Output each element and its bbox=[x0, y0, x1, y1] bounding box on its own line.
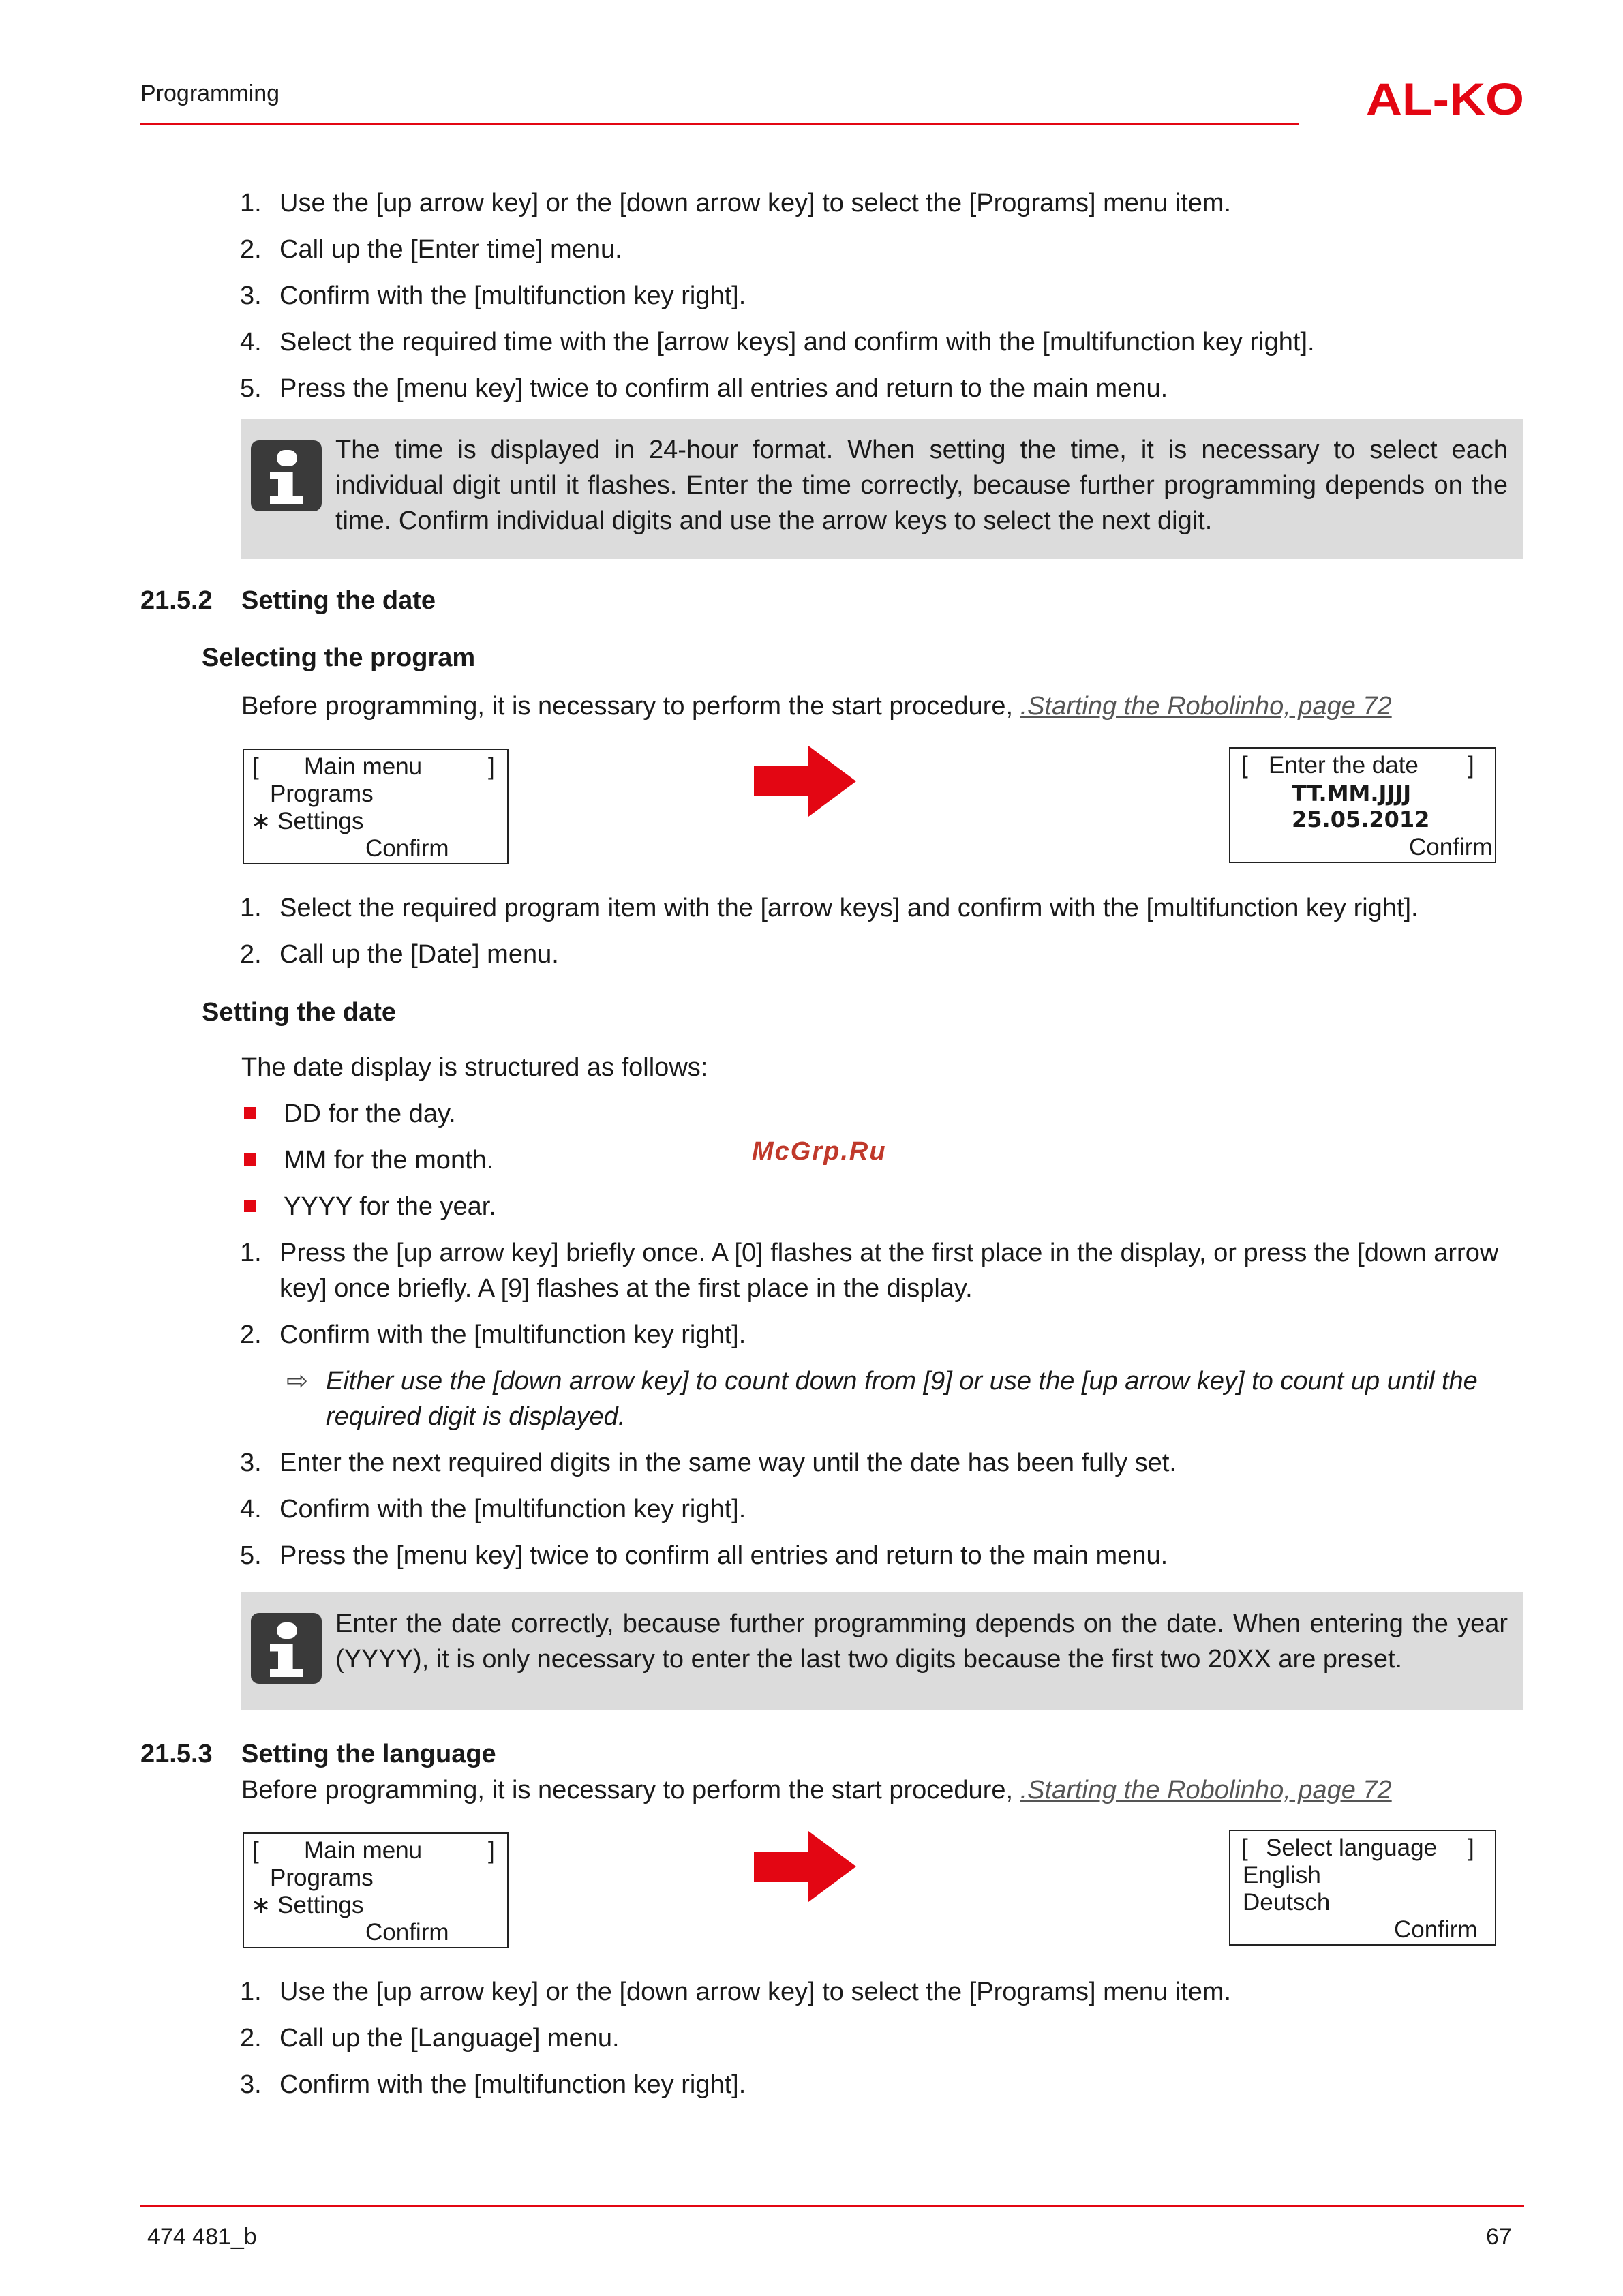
result-item: ⇨ Either use the [down arrow key] to count down from [9] or use the [up arrow key] to count up until the required digit is displayed. bbox=[286, 1363, 1528, 1434]
subheading-setting-date: Setting the date bbox=[202, 998, 397, 1027]
list-item: 1. Use the [up arrow key] or the [down arrow key] to select the [Programs] menu item. bbox=[240, 1978, 1232, 2006]
list-item: YYYY for the year. bbox=[244, 1189, 496, 1224]
before-programming-text: Before programming, it is necessary to perform the start procedure, .Starting the Robolinho, page 72 bbox=[241, 692, 1392, 721]
logo-text: AL-KO bbox=[1366, 76, 1524, 120]
cross-reference-link[interactable]: .Starting the Robolinho, page 72 bbox=[1020, 1776, 1392, 1804]
list-item: MM for the month. bbox=[244, 1143, 494, 1178]
list-item: 2. Call up the [Date] menu. bbox=[240, 940, 559, 969]
arrow-right-icon bbox=[754, 1831, 856, 1902]
list-item: 3. Confirm with the [multifunction key right]. bbox=[240, 282, 746, 310]
list-item: DD for the day. bbox=[244, 1096, 456, 1132]
display-main-menu: [ Main menu ] Programs ∗ Settings Confirm bbox=[243, 1832, 509, 1948]
header-rule bbox=[140, 123, 1299, 125]
display-select-language: [ Select language ] English Deutsch Confirm bbox=[1229, 1830, 1496, 1946]
watermark: McGrp.Ru bbox=[752, 1137, 887, 1166]
list-item: 1. Press the [up arrow key] briefly once. A [0] flashes at the first place in the display, or press the [down arrow key] once briefly. A [9] flashes at the first place in the display. bbox=[240, 1239, 1499, 1303]
list-item: 1. Select the required program item with the [arrow keys] and confirm with the [multifunction key right]. bbox=[240, 894, 1419, 922]
display-main-menu: [ Main menu ] Programs ∗ Settings Confirm bbox=[243, 749, 509, 864]
bullet-square-icon bbox=[244, 1200, 256, 1212]
structure-text: The date display is structured as follows: bbox=[241, 1053, 708, 1082]
note-text: Enter the date correctly, because further programming depends on the date. When entering the year (YYYY), it is only necessary to enter the last two digits because the first two 20XX are preset. bbox=[335, 1610, 1508, 1674]
info-note bbox=[241, 419, 1523, 559]
list-item: 3. Confirm with the [multifunction key right]. bbox=[240, 2070, 746, 2099]
list-item: 2. Call up the [Enter time] menu. bbox=[240, 235, 622, 264]
list-item: 5. Press the [menu key] twice to confirm all entries and return to the main menu. bbox=[240, 1541, 1168, 1570]
list-item: 4. Select the required time with the [arrow keys] and confirm with the [multifunction key right]. bbox=[240, 328, 1315, 357]
info-icon bbox=[251, 1613, 322, 1684]
list-item: 1. Use the [up arrow key] or the [down arrow key] to select the [Programs] menu item. bbox=[240, 189, 1232, 217]
result-arrow-icon: ⇨ bbox=[286, 1367, 308, 1395]
before-programming-text: Before programming, it is necessary to perform the start procedure, .Starting the Robolinho, page 72 bbox=[241, 1776, 1392, 1804]
cross-reference-link[interactable]: .Starting the Robolinho, page 72 bbox=[1020, 692, 1392, 721]
list-item: 2. Confirm with the [multifunction key right]. bbox=[240, 1320, 746, 1349]
bullet-square-icon bbox=[244, 1153, 256, 1166]
list-item: 3. Enter the next required digits in the same way until the date has been fully set. bbox=[240, 1449, 1177, 1477]
arrow-right-icon bbox=[754, 746, 856, 817]
subheading-selecting-program: Selecting the program bbox=[202, 644, 476, 672]
note-text: The time is displayed in 24-hour format. When setting the time, it is necessary to select each individual digit until it flashes. Enter the time correctly, because further programming depends on the time. Confirm individual digits and use the arrow keys to select the next digit. bbox=[335, 436, 1508, 535]
list-item: 5. Press the [menu key] twice to confirm all entries and return to the main menu. bbox=[240, 374, 1168, 403]
footer-rule bbox=[140, 2205, 1524, 2207]
info-icon bbox=[251, 440, 322, 511]
info-note bbox=[241, 1592, 1523, 1710]
page-number: 67 bbox=[1486, 2224, 1512, 2250]
list-item: 2. Call up the [Language] menu. bbox=[240, 2024, 620, 2053]
bullet-square-icon bbox=[244, 1107, 256, 1119]
document-number: 474 481_b bbox=[147, 2224, 257, 2250]
display-enter-date: [ Enter the date ] TT.MM.JJJJ 25.05.2012 Confirm bbox=[1229, 747, 1496, 863]
al-ko-logo bbox=[1366, 76, 1524, 120]
list-item: 4. Confirm with the [multifunction key right]. bbox=[240, 1495, 746, 1524]
header-title: Programming bbox=[140, 80, 280, 106]
